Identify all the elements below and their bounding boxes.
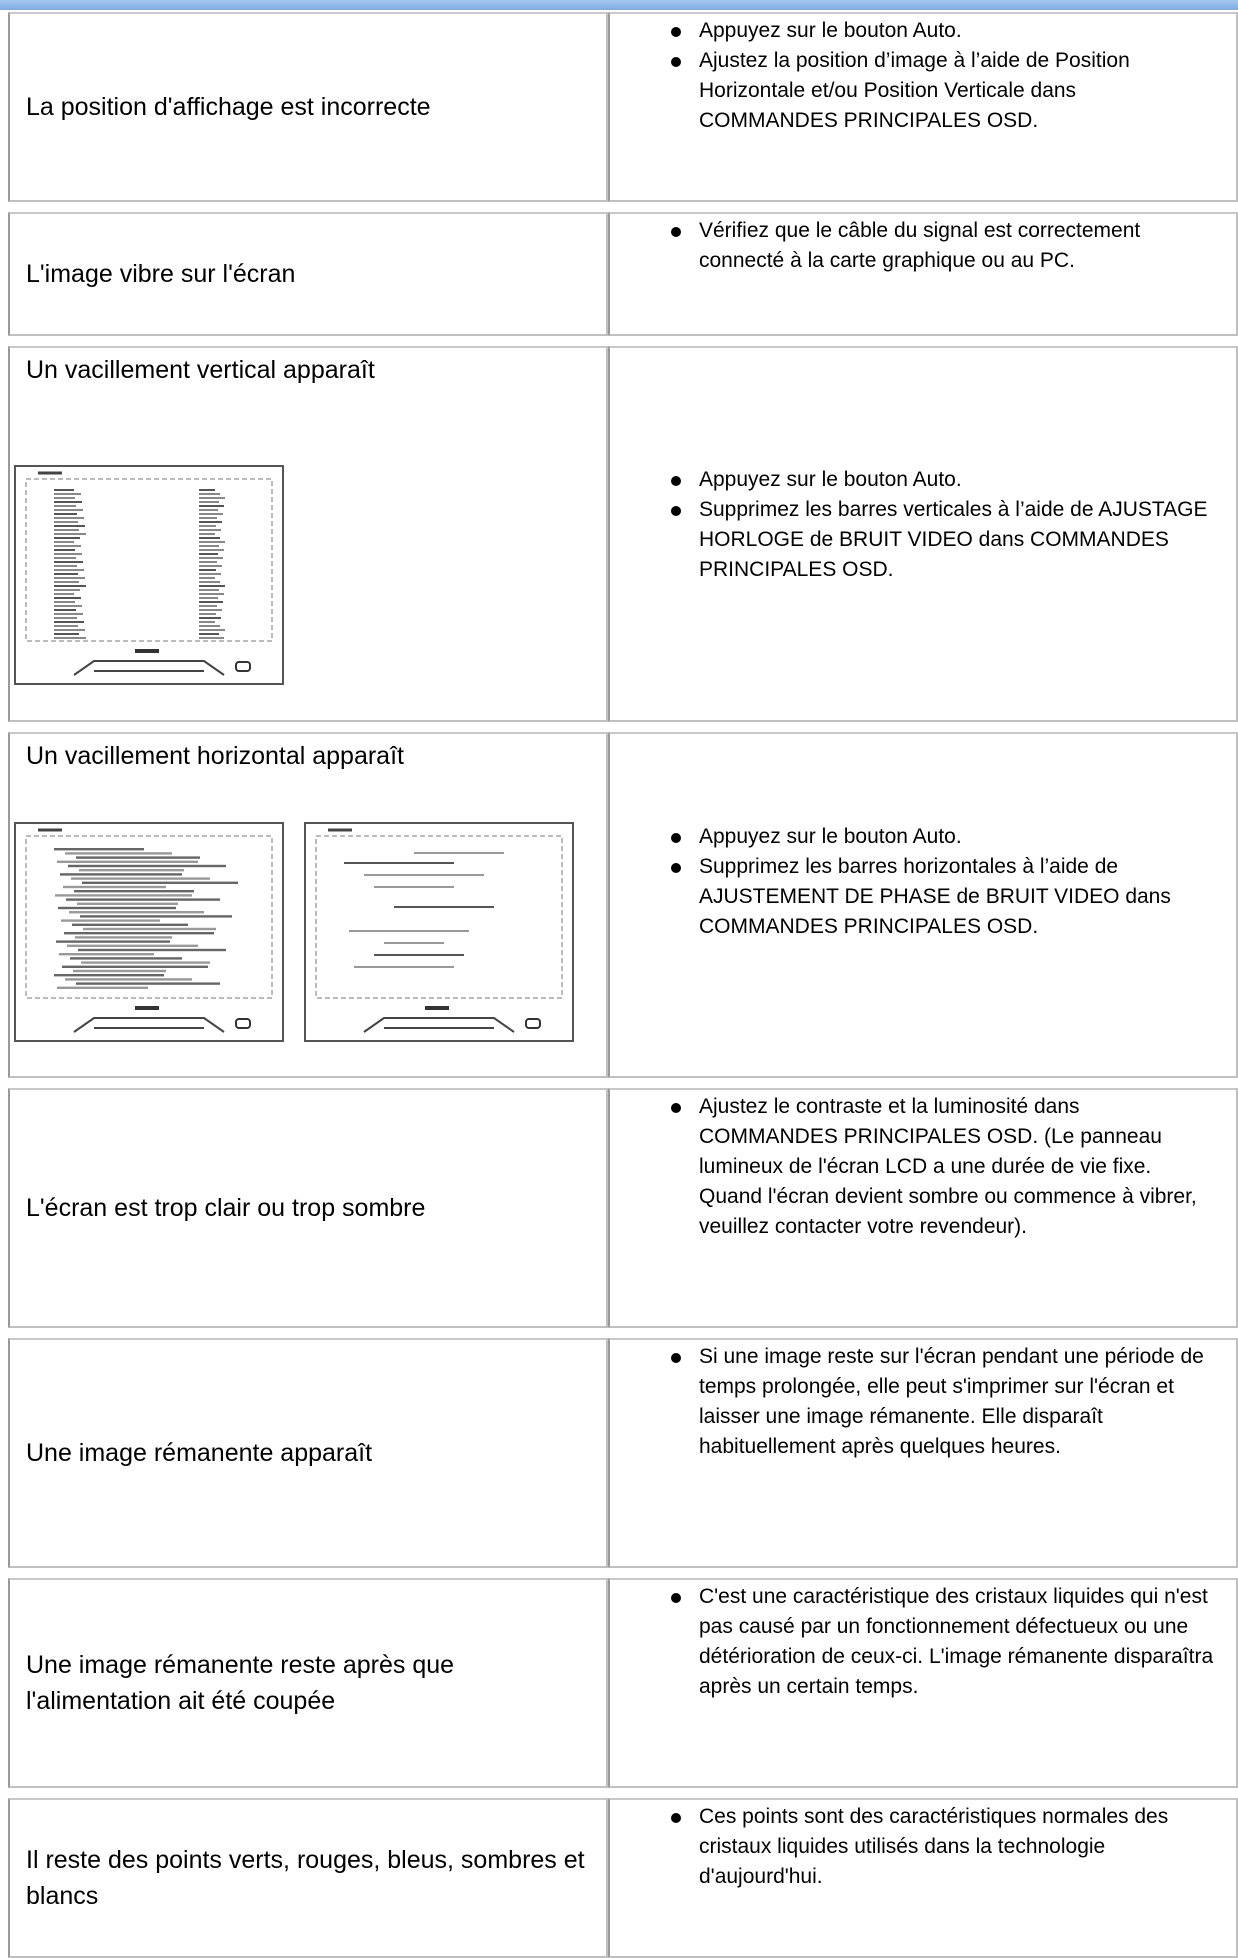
solution-item: Si une image reste sur l'écran pendant une période de temps prolongée, elle peut s'imprimer sur l'écran et laisser une image rémanente. Elle disparaît habituellement après quelques heures.: [660, 1342, 1220, 1462]
noise-bar: [54, 629, 85, 631]
top-accent-bar: [0, 0, 1238, 10]
noise-bar: [199, 553, 218, 555]
noise-bar: [199, 597, 218, 599]
noise-bar: [65, 978, 192, 980]
noise-bar: [54, 533, 86, 535]
noise-bar: [79, 869, 184, 871]
solution-cell: [608, 12, 1238, 202]
noise-bar: [199, 601, 223, 603]
noise-bar: [199, 629, 225, 631]
noise-bar: [199, 633, 219, 635]
noise-bar: [76, 982, 220, 984]
noise-bar: [68, 865, 226, 867]
noise-bar: [63, 886, 166, 888]
noise-bar: [199, 517, 217, 519]
noise-bar: [70, 957, 182, 959]
problem-cell: [8, 1578, 608, 1788]
noise-bar: [61, 919, 160, 921]
problem-cell: [8, 12, 608, 202]
noise-bar: [54, 569, 84, 571]
solution-list: [660, 1802, 1220, 1892]
problem-cell: [8, 732, 608, 1078]
noise-bar: [66, 898, 220, 900]
noise-bar: [54, 505, 76, 507]
noise-bar: [67, 945, 198, 947]
noise-bar: [54, 537, 80, 539]
problem-cell: [8, 346, 608, 722]
noise-bar: [54, 585, 86, 587]
solution-cell: [608, 1798, 1238, 1958]
noise-bar: [394, 906, 494, 908]
noise-bar: [56, 940, 170, 942]
noise-bar: [54, 605, 82, 607]
problem-text: Un vacillement horizontal apparaît: [26, 742, 404, 770]
solution-cell: [608, 732, 1238, 1078]
noise-bar: [55, 894, 192, 896]
noise-bar: [54, 601, 75, 603]
noise-bar: [54, 521, 78, 523]
solution-item: Ajustez la position d’image à l’aide de Position Horizontale et/ou Position Verticale dans COMMANDES PRINCIPALES OSD.: [660, 46, 1220, 136]
noise-bar: [54, 553, 82, 555]
solution-item: C'est une caractéristique des cristaux liquides qui n'est pas causé par un fonctionnement défectueux ou une détérioration de ceux-ci. L'image rémanente disparaîtra après un certain temps.: [660, 1582, 1220, 1702]
noise-bar: [199, 549, 224, 551]
noise-bar: [74, 890, 194, 892]
problem-text: L'écran est trop clair ou trop sombre: [26, 1194, 426, 1222]
noise-bar: [54, 621, 84, 623]
table-row: [0, 1338, 1238, 1568]
noise-bar: [199, 561, 217, 563]
noise-bar: [69, 911, 204, 913]
noise-bar: [54, 541, 74, 543]
solution-cell: [608, 1338, 1238, 1568]
noise-bar: [54, 545, 81, 547]
horizontal-flicker-monitor-illustration: [14, 822, 284, 1042]
noise-bar: [199, 541, 225, 543]
solution-cell: [608, 346, 1238, 722]
noise-bar: [54, 557, 76, 559]
noise-bar: [354, 966, 454, 968]
table-row: [0, 732, 1238, 1078]
problem-cell: [8, 212, 608, 336]
noise-bar: [58, 907, 176, 909]
noise-bar: [54, 613, 83, 615]
noise-bar: [199, 497, 225, 499]
problem-text: Il reste des points verts, rouges, bleus, sombres et blancs: [26, 1846, 585, 1910]
solution-list: [660, 1092, 1220, 1242]
table-row: [0, 12, 1238, 202]
noise-bar: [57, 861, 198, 863]
noise-bar: [54, 609, 76, 611]
noise-bar: [54, 848, 144, 850]
noise-bar: [80, 915, 232, 917]
solution-item: Ces points sont des caractéristiques normales des cristaux liquides utilisés dans la technologie d'aujourd'hui.: [660, 1802, 1220, 1892]
noise-bar: [82, 882, 238, 884]
noise-bar: [54, 497, 75, 499]
noise-bar: [199, 537, 220, 539]
noise-bar: [384, 942, 444, 944]
noise-bar: [199, 617, 221, 619]
noise-bar: [199, 593, 224, 595]
problem-cell: [8, 1088, 608, 1328]
noise-bar: [199, 585, 225, 587]
solution-list: [660, 216, 1220, 276]
problem-text: Un vacillement vertical apparaît: [26, 356, 375, 384]
noise-bar: [199, 589, 219, 591]
problem-cell: [8, 1338, 608, 1568]
noise-bar: [62, 966, 208, 968]
noise-bar: [199, 505, 224, 507]
noise-bar: [344, 862, 454, 864]
noise-bar: [83, 928, 216, 930]
noise-bar: [199, 513, 223, 515]
noise-bar: [374, 886, 454, 888]
noise-bar: [199, 521, 222, 523]
noise-bar: [54, 529, 79, 531]
noise-bar: [54, 577, 85, 579]
noise-bar: [54, 625, 78, 627]
noise-bar: [73, 970, 166, 972]
problem-cell: [8, 1798, 608, 1958]
solution-list: [660, 465, 1220, 585]
solution-item: Supprimez les barres verticales à l’aide de AJUSTAGE HORLOGE de BRUIT VIDEO dans COMMANDES PRINCIPALES OSD.: [660, 495, 1220, 585]
noise-bar: [64, 932, 214, 934]
noise-bar: [54, 974, 164, 976]
noise-bar: [78, 949, 226, 951]
problem-text: L'image vibre sur l'écran: [26, 260, 296, 288]
noise-bar: [199, 621, 215, 623]
noise-bar: [71, 877, 210, 879]
noise-bar: [199, 533, 215, 535]
table-row: [0, 1798, 1238, 1958]
noise-bar: [54, 489, 74, 491]
noise-bar: [54, 573, 78, 575]
vertical-flicker-monitor-illustration: [14, 465, 284, 685]
noise-bar: [76, 856, 200, 858]
noise-bar: [199, 577, 215, 579]
solution-list: [660, 16, 1220, 136]
noise-bar: [54, 637, 86, 639]
table-row: [0, 212, 1238, 336]
noise-bar: [54, 501, 82, 503]
noise-bar: [199, 565, 222, 567]
noise-bar: [349, 930, 469, 932]
noise-bar: [54, 513, 77, 515]
noise-bar: [54, 493, 81, 495]
noise-bar: [54, 525, 85, 527]
noise-bar: [54, 561, 83, 563]
noise-bar: [75, 936, 172, 938]
noise-bar: [199, 489, 215, 491]
noise-bar: [54, 589, 80, 591]
solution-list: [660, 822, 1220, 942]
noise-bar: [54, 617, 77, 619]
solution-item: Appuyez sur le bouton Auto.: [660, 822, 1220, 852]
noise-bar: [374, 954, 464, 956]
solution-item: Ajustez le contraste et la luminosité dans COMMANDES PRINCIPALES OSD. (Le panneau lumineux de l'écran LCD a une durée de vie fixe. Quand l'écran devient sombre ou commence à vibrer, veuillez contacter votre revendeur).: [660, 1092, 1220, 1242]
noise-bar: [59, 953, 154, 955]
noise-bar: [54, 509, 83, 511]
noise-bar: [54, 597, 81, 599]
noise-bar: [364, 874, 484, 876]
noise-bar: [199, 493, 220, 495]
solution-item: Supprimez les barres horizontales à l’aide de AJUSTEMENT DE PHASE de BRUIT VIDEO dans COMMANDES PRINCIPALES OSD.: [660, 852, 1220, 942]
noise-bar: [414, 852, 504, 854]
solution-cell: [608, 1088, 1238, 1328]
solution-list: [660, 1342, 1220, 1462]
solution-item: Appuyez sur le bouton Auto.: [660, 16, 1220, 46]
table-row: [0, 346, 1238, 722]
noise-bar: [199, 501, 219, 503]
noise-bar: [54, 565, 77, 567]
noise-bar: [199, 525, 216, 527]
table-row: [0, 1088, 1238, 1328]
noise-bar: [65, 852, 172, 854]
noise-bar: [199, 557, 223, 559]
noise-bar: [199, 605, 217, 607]
horizontal-lines-monitor-illustration: [304, 822, 574, 1042]
noise-bar: [199, 609, 222, 611]
table-row: [0, 1578, 1238, 1788]
noise-bar: [54, 517, 84, 519]
solution-cell: [608, 1578, 1238, 1788]
noise-bar: [199, 509, 218, 511]
problem-text: Une image rémanente apparaît: [26, 1439, 373, 1467]
noise-bar: [54, 633, 79, 635]
noise-bar: [199, 545, 219, 547]
noise-bar: [199, 573, 221, 575]
noise-bar: [199, 569, 216, 571]
noise-bar: [199, 581, 220, 583]
noise-bar: [199, 613, 216, 615]
noise-bar: [54, 549, 75, 551]
noise-bar: [199, 529, 221, 531]
solution-cell: [608, 212, 1238, 336]
noise-bar: [54, 581, 79, 583]
problem-text: Une image rémanente reste après que l'alimentation ait été coupée: [26, 1651, 455, 1715]
noise-bar: [199, 625, 220, 627]
solution-item: Vérifiez que le câble du signal est correctement connecté à la carte graphique ou au PC.: [660, 216, 1220, 276]
noise-bar: [57, 987, 148, 989]
noise-bar: [60, 873, 182, 875]
solution-list: [660, 1582, 1220, 1702]
noise-bar: [77, 903, 178, 905]
solution-item: Appuyez sur le bouton Auto.: [660, 465, 1220, 495]
noise-bar: [72, 924, 188, 926]
noise-bar: [199, 637, 224, 639]
noise-bar: [54, 593, 74, 595]
problem-text: La position d'affichage est incorrecte: [26, 93, 431, 121]
noise-bar: [81, 961, 210, 963]
